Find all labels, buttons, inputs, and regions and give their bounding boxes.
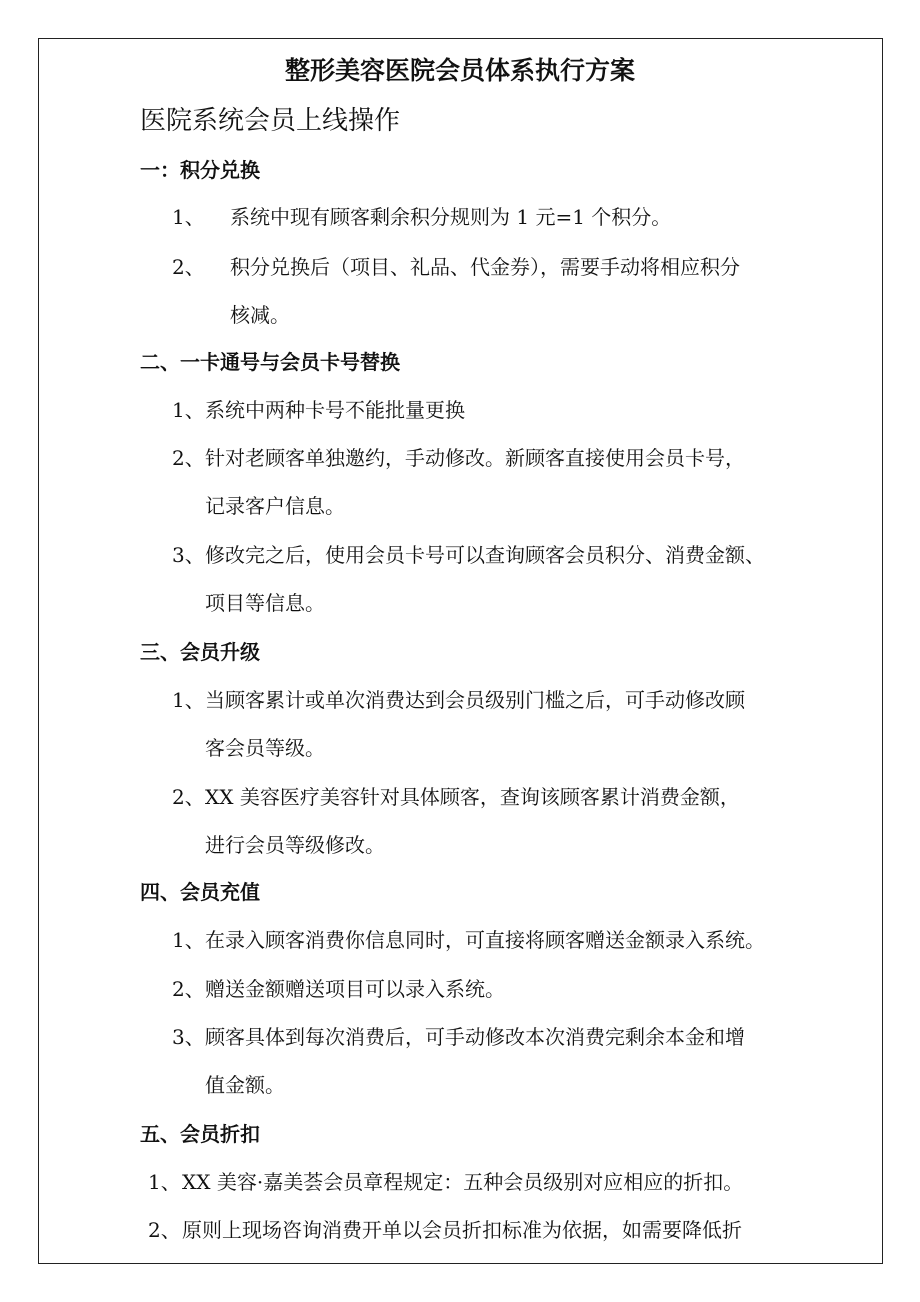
item-text: 系统中两种卡号不能批量更换	[205, 398, 465, 422]
item-text: 进行会员等级修改。	[205, 833, 385, 857]
item-text: 积分兑换后（项目、礼品、代金券），需要手动将相应积分	[230, 255, 740, 279]
item-number: 2、	[172, 446, 205, 470]
item-number: 2、	[148, 1218, 181, 1242]
document-subtitle: 医院系统会员上线操作	[140, 106, 401, 136]
item-number: 2、	[172, 977, 205, 1001]
item-number: 1、	[148, 1170, 181, 1194]
item-number: 2、	[172, 785, 205, 809]
item-text: 值金额。	[205, 1073, 285, 1097]
item-number: 1、	[172, 928, 205, 952]
item-text: 系统中现有顾客剩余积分规则为 1 元=1 个积分。	[230, 205, 672, 229]
item-text: 项目等信息。	[205, 591, 325, 615]
item-text: XX 美容医疗美容针对具体顾客，查询该顾客累计消费金额，	[205, 785, 740, 809]
item-text: 修改完之后，使用会员卡号可以查询顾客会员积分、消费金额、	[205, 543, 765, 567]
item-text: 赠送金额赠送项目可以录入系统。	[205, 977, 505, 1001]
section-heading: 二、一卡通号与会员卡号替换	[140, 350, 400, 374]
item-text: 顾客具体到每次消费后，可手动修改本次消费完剩余本金和增	[205, 1025, 745, 1049]
item-text: XX 美容·嘉美荟会员章程规定：五种会员级别对应相应的折扣。	[182, 1170, 744, 1194]
item-number: 3、	[172, 1025, 205, 1049]
section-heading: 四、会员充值	[140, 880, 260, 904]
item-number: 2、	[172, 255, 205, 279]
item-text: 在录入顾客消费你信息同时，可直接将顾客赠送金额录入系统。	[205, 928, 765, 952]
section-heading: 三、会员升级	[140, 640, 260, 664]
item-number: 1、	[172, 688, 205, 712]
item-text: 客会员等级。	[205, 736, 325, 760]
item-text: 记录客户信息。	[205, 494, 345, 518]
item-number: 1、	[172, 398, 205, 422]
section-heading: 一：积分兑换	[140, 158, 260, 182]
item-text: 核减。	[230, 303, 290, 327]
item-text: 针对老顾客单独邀约，手动修改。新顾客直接使用会员卡号，	[205, 446, 745, 470]
item-number: 3、	[172, 543, 205, 567]
section-heading: 五、会员折扣	[140, 1122, 260, 1146]
item-text: 当顾客累计或单次消费达到会员级别门槛之后，可手动修改顾	[205, 688, 745, 712]
item-number: 1、	[172, 205, 205, 229]
item-text: 原则上现场咨询消费开单以会员折扣标准为依据，如需要降低折	[182, 1218, 742, 1242]
document-title: 整形美容医院会员体系执行方案	[284, 56, 635, 85]
